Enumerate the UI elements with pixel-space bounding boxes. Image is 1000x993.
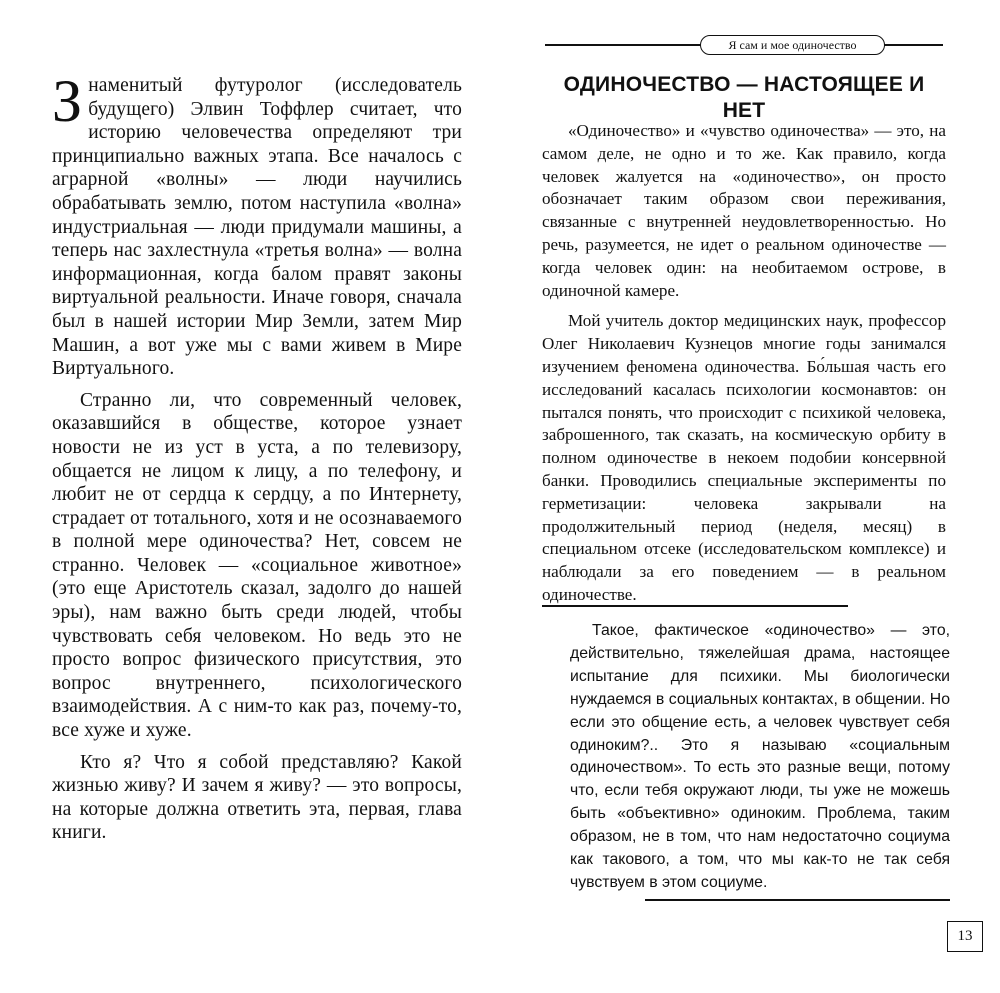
page-number: 13 <box>947 921 983 952</box>
left-paragraph-2: Странно ли, что современный человек, оказавшийся в обществе, которое узнает новости не из уст в уста, а по телевизору, общается не лицом к лицу, а по телефону, и любит не от сердца к сердцу, а по Интернету, страдает от тотального, хотя и не осознаваемого в полной мере одиночества? Нет, совсем не странно. Человек — «социальное животное» (это еще Аристотель сказал, задолго до нашей эры), нам важно быть среди людей, чтобы чувствовать себя человеком. Но ведь это не просто вопрос физического присутствия, это вопрос внутреннего, психологического взаимодействия. А с ним-то как раз, почему-то, все хуже и хуже. <box>52 389 462 742</box>
quote-divider-bottom <box>645 899 950 901</box>
quote-box <box>570 620 950 895</box>
quote-text: Такое, фактическое «одиночество» — это, действительно, тяжелейшая драма, настоящее испытание для психики. Мы биологически нуждаемся в социальных контактах, в общении. Но если это общение есть, а человек чувствует себя одиноким?.. Это я называю «социальным одиночеством». То есть это разные вещи, потому что, если тебя окружают люди, ты уже не можешь быть «объективно» одиноким. Проблема, таким образом, не в том, что нам недостаточно социума как такового, а том, что мы как-то не так себя чувствуем в этом социуме. <box>570 622 950 891</box>
quote-divider-top <box>542 605 848 607</box>
left-text-column <box>52 68 462 845</box>
left-paragraph-1-text: наменитый футуролог (исследователь будущего) Элвин Тоффлер считает, что историю человечества определяют три принципиально важных этапа. Все началось с аграрной «волны» — люди научились обрабатывать землю, потом наступила «волна» индустриальная — люди придумали машины, а теперь нас захлестнула «третья волна» — волна информационная, когда балом правят законы виртуальной реальности. Иначе говоря, сначала был в нашей истории Мир Земли, затем Мир Машин, а вот уже мы с вами живем в Мире Виртуального. <box>52 75 462 380</box>
right-text-column <box>542 120 946 607</box>
left-paragraph-3: Кто я? Что я собой представляю? Какой жизнью живу? И зачем я живу? — это вопросы, на которые должна ответить эта, первая, глава книги. <box>52 751 462 844</box>
running-header: Я сам и мое одиночество <box>700 35 885 55</box>
drop-cap: З <box>52 68 83 134</box>
section-title: ОДИНОЧЕСТВО — НАСТОЯЩЕЕ И НЕТ <box>563 73 925 122</box>
right-paragraph-1: «Одиночество» и «чувство одиночества» — это, на самом деле, не одно и то же. Как правило, когда человек жалуется на «одиночество», он просто обозначает таким образом свои переживания, связанные с внутренней неудовлетворенностью. Но речь, разумеется, не идет о реальном одиночестве — когда человек один: на необитаемом острове, в одиночной камере. <box>542 121 946 300</box>
left-paragraph-1 <box>52 68 462 381</box>
right-paragraph-2: Мой учитель доктор медицинских наук, профессор Олег Николаевич Кузнецов многие годы занимался изучением феномена одиночества. Бо́льшая часть его исследований касалась психологии космонавтов: он пытался понять, что происходит с психикой человека, заброшенного, так сказать, на космическую орбиту в полном одиночестве в некоем подобии консервной банки. Проводились специальные эксперименты по герметизации: человека закрывали на продолжительный период (неделя, месяц) в специальном отсеке (исследовательском комплексе) и наблюдали за его поведением — в реальном одиночестве. <box>542 311 946 604</box>
